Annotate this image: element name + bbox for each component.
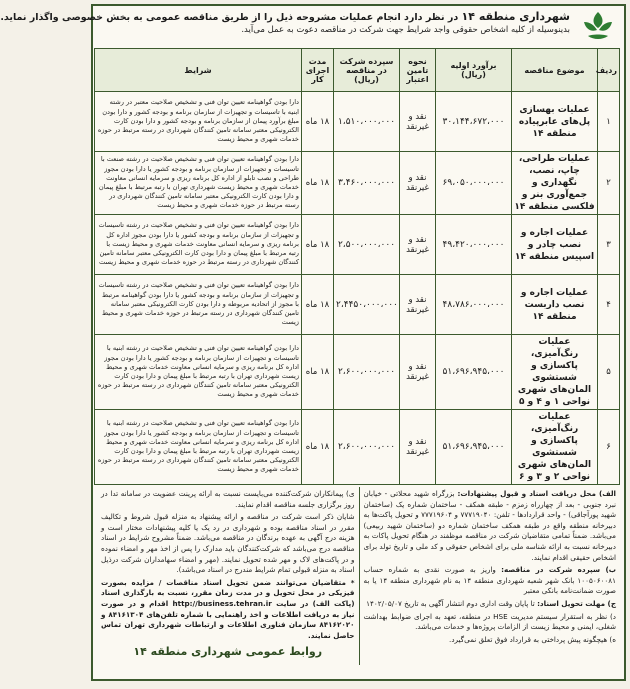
cell-conditions: دارا بودن گواهینامه تعیین توان فنی و تشخیص صلاحیت در رشته ابنیه با تاسیسات و تجهیزات از سازمان برنامه و بودجه کشور یا دارا بودن مجوز اداره کل برنامه ریزی و سرمایه انسانی معاونت خدمات شهری و محیط زیست شهرداری تهران با رتبه مرتبط با مبلغ پیمان و دارا بودن کارت الکترونیکی معتبر سامانه تامین کنندگان شهرداری در رسته مرتبط در حوزه خدمات شهری و محیط زیست xyxy=(95,335,302,410)
cell-conditions: دارا بودن گواهینامه تعیین توان فنی و تشخیص صلاحیت در رشته تاسیسات و تجهیزات از سازمان برنامه و بودجه کشور یا دارا بودن مجوز اداره کل برنامه ریزی و سرمایه انسانی معاونت خدمات شهری و محیط زیست با رتبه مرتبط با مبلغ پیمان و دارا بودن کارت الکترونیکی معتبر سامانه تامین کنندگان شهرداری در رسته مرتبط در حوزه خدمات شهری و محیط زیست xyxy=(95,215,302,275)
cell-row-number: ۳ xyxy=(598,215,620,275)
cell-estimate: ۶۹،۰۵۰،۰۰۰،۰۰۰ xyxy=(436,152,512,215)
cell-topic: عملیات بهسازی پل‌های عابرپیاده منطقه ۱۴ xyxy=(512,92,598,152)
tender-table xyxy=(94,48,620,485)
cell-estimate: ۵۱،۶۹۶،۹۴۵،۰۰۰ xyxy=(436,335,512,410)
cell-topic: عملیات اجاره و نصب داربست منطقه ۱۴ xyxy=(512,275,598,335)
ad-header xyxy=(0,6,624,48)
cell-deposit: ۱،۵۱۰،۰۰۰،۰۰۰ xyxy=(334,92,400,152)
ad-title: شهرداری منطقه ۱۴ xyxy=(461,10,570,23)
cell-deposit: ۲،۶۰۰،۰۰۰،۰۰۰ xyxy=(334,335,400,410)
tehran-municipality-logo-icon xyxy=(578,8,618,44)
cell-topic: عملیات رنگ‌آمیزی، پاکسازی و شستشوی المان‌های شهری نواحی ۱ و ۴ و ۵ xyxy=(512,335,598,410)
cell-duration: ۱۸ ماه xyxy=(302,92,334,152)
cell-topic: عملیات اجاره و نصب چادر و اسپیس منطقه ۱۴ xyxy=(512,215,598,275)
col-header-guarantee: نحوه تامین اعتبار xyxy=(400,49,436,92)
col-header-deposit: سپرده شرکت در مناقصه (ریال) xyxy=(334,49,400,92)
ad-intro: در نظر دارد انجام عملیات مشروحه ذیل را از طریق مناقصه عمومی به بخش خصوصی واگذار نماید. xyxy=(0,12,459,23)
table-row xyxy=(95,275,620,335)
cell-conditions: دارا بودن گواهینامه تعیین توان فنی و تشخیص صلاحیت در رشته صنعت با تاسیسات و تجهیزات از سازمان برنامه و بودجه کشور یا دارا بودن مجوز طراحی و نصب تابلو از اداره کل برنامه ریزی و سرمایه انسانی معاونت خدمات شهری و محیط زیست شهرداری تهران با رتبه مرتبط با مبلغ پیمان و دارا بودن کارت الکترونیکی معتبر سامانه تامین کنندگان شهرداری در رسته مرتبط در حوزه خدمات شهری و محیط زیست xyxy=(95,152,302,215)
notes-left-column xyxy=(97,487,359,665)
public-relations-signature: روابط عمومی شهرداری منطقه ۱۴ xyxy=(133,645,323,659)
cell-topic: عملیات رنگ‌آمیزی، پاکسازی و شستشوی المان‌های شهری نواحی ۲ و ۳ و ۶ xyxy=(512,410,598,485)
col-header-estimate: برآورد اولیه (ریال) xyxy=(436,49,512,92)
col-header-conditions: شرایط xyxy=(95,49,302,92)
note-terms: شایان ذکر است شرکت در مناقصه و ارائه پیشنهاد به منزله قبول شروط و تکالیف مقرر در اسناد مناقصه بوده و شهرداری در رد یک یا کلیه پیشنهادات مختار است و هزینه درج آگهی به عهده برندگان در مناقصه می‌باشد. ضمناً مشروح شرایط در اسناد مناقصه درج می‌باشد که شرکت‌کنندگان باید مدارک را پس از اخذ مهر و امضاء نموده و در پاکت‌های لاک و مهر شده تحویل نمایند. (مهر و امضاء سهامداران شرکت درذیل اسناد به منزله قبولی تمام شرایط مندرج در اسناد می‌باشد). xyxy=(101,512,355,575)
ad-subtitle: بدینوسیله از کلیه اشخاص حقوقی واجد شرایط جهت شرکت در مناقصه دعوت به عمل می‌آید. xyxy=(241,25,570,35)
notes-section xyxy=(97,487,620,665)
cell-estimate: ۳۰،۱۴۴،۶۷۲،۰۰۰ xyxy=(436,92,512,152)
notes-right-column xyxy=(359,487,621,665)
note-y: ی) پیمانکاران شرکت‌کننده می‌بایست نسبت به ارائه پرینت عضویت در سامانه تدا در روز برگزاری جلسه مناقصه اقدام نمایند. xyxy=(101,489,355,509)
cell-row-number: ۲ xyxy=(598,152,620,215)
note-d: د) نظر به استقرار سیستم مدیریت HSE در منطقه، تعهد به اجرای ضوابط بهداشت شغلی، ایمنی و محیط زیست از الزامات پروژه‌ها و خدمات می‌باشد. xyxy=(363,611,617,632)
header-title-line xyxy=(0,10,570,24)
table-row xyxy=(95,335,620,410)
cell-guarantee: نقد و غیرنقد xyxy=(400,335,436,410)
cell-deposit: ۳،۴۶۰،۰۰۰،۰۰۰ xyxy=(334,152,400,215)
note-b: ب) سپرده شرکت در مناقصه: واریز به صورت نقدی به شماره حساب ۱۰۰۵۰۶۰۰۸۱ بانک شهر شعبه شهرداری منطقه ۱۴ به نام شهرداری منطقه ۱۴ یا به صورت ضمانت‌نامه بانکی معتبر xyxy=(363,565,616,596)
col-header-topic: موضوع مناقصه xyxy=(512,49,598,92)
table-row xyxy=(95,215,620,275)
note-h: ه) هیچگونه پیش پرداختی به قرارداد فوق تعلق نمی‌گیرد. xyxy=(449,634,616,644)
cell-guarantee: نقد و غیرنقد xyxy=(400,215,436,275)
cell-row-number: ۴ xyxy=(598,275,620,335)
cell-row-number: ۱ xyxy=(598,92,620,152)
cell-duration: ۱۸ ماه xyxy=(302,335,334,410)
table-row xyxy=(95,92,620,152)
cell-estimate: ۴۹،۴۲۰،۰۰۰،۰۰۰ xyxy=(436,215,512,275)
note-a: الف) محل دریافت اسناد و قبول پیشنهادات: بزرگراه شهید محلاتی - خیابان نبرد جنوبی - بعد از چهارراه زمزم - طبقه همکف - ساختمان شماره یک (ساختمان شهید پورآجاقی) - واحد قراردادها - تلفن: ۷۷۷۱۹۰۴۰ و ۷۷۷۱۹۶۰۴ و تحویل پاکت‌ها به دبیرخانه منطقه واقع در طبقه همکف ساختمان شماره دو (ساختمان شهید ربیعی) می‌باشد. ضمناً تمامی متقاضیان شرکت در مناقصه موظفند در هنگام تحویل پاکات به دبیرخانه نسبت به ارائه شناسه ملی برای اشخاص حقوقی و کد ملی و تاریخ تولد برای اشخاص حقیقی اقدام نمایند. xyxy=(363,489,617,562)
cell-duration: ۱۸ ماه xyxy=(302,410,334,485)
cell-guarantee: نقد و غیرنقد xyxy=(400,275,436,335)
cell-deposit: ۲،۴۴۵۰،۰۰۰،۰۰۰ xyxy=(334,275,400,335)
cell-guarantee: نقد و غیرنقد xyxy=(400,92,436,152)
table-header-row xyxy=(95,49,620,92)
cell-guarantee: نقد و غیرنقد xyxy=(400,152,436,215)
cell-conditions: دارا بودن گواهینامه تعیین توان فنی و تشخیص صلاحیت در رشته تاسیسات و تجهیزات از سازمان برنامه و بودجه کشور یا دارا بودن گواهینامه مرتبط با مجوز از اتحادیه مربوطه و دارا بودن کارت الکترونیکی معتبر سامانه تامین کنندگان شهرداری در رسته مرتبط در حوزه خدمات شهری و محیط زیست xyxy=(95,275,302,335)
tender-ad-page xyxy=(0,4,626,681)
business-portal-link[interactable]: http://business.tehran.ir xyxy=(172,598,272,608)
cell-duration: ۱۸ ماه xyxy=(302,215,334,275)
cell-deposit: ۲،۶۰۰،۰۰۰،۰۰۰ xyxy=(334,410,400,485)
cell-row-number: ۶ xyxy=(598,410,620,485)
cell-estimate: ۵۱،۶۹۶،۹۴۵،۰۰۰ xyxy=(436,410,512,485)
col-header-duration: مدت اجرای کار xyxy=(302,49,334,92)
cell-conditions: دارا بودن گواهینامه تعیین توان فنی و تشخیص صلاحیت در رشته ابنیه با تاسیسات و تجهیزات از سازمان برنامه و بودجه کشور یا دارا بودن مجوز اداره کل برنامه ریزی و سرمایه انسانی معاونت خدمات شهری و محیط زیست شهرداری تهران با رتبه مرتبط با مبلغ پیمان و دارا بودن کارت الکترونیکی معتبر سامانه تامین کنندگان شهرداری در رسته مرتبط در حوزه خدمات شهری و محیط زیست xyxy=(95,410,302,485)
note-upload: * متقاضیان می‌توانند ضمن تحویل اسناد مناقصات / مزایده بصورت فیزیکی در محل تحویل و در مدت زمان مقرر، نسبت به بارگذاری اسناد (پاکت الف) در سایت http://business.tehran.ir اقدام و در صورت نیاز به دریافت اطلاعات و اخذ راهنمایی با شماره تلفن‌های ۸۴۱۶۱۳۰۴ و ۸۴۱۶۲۰۲۰ سازمان فناوری اطلاعات و ارتباطات شهرداری تهران تماس حاصل نمایند. xyxy=(101,577,355,640)
cell-duration: ۱۸ ماه xyxy=(302,275,334,335)
col-header-row: ردیف xyxy=(598,49,620,92)
cell-topic: عملیات طراحی، چاپ، نصب، نگهداری و جمع‌آوری بنر و فلکسی منطقه ۱۴ xyxy=(512,152,598,215)
cell-duration: ۱۸ ماه xyxy=(302,152,334,215)
cell-guarantee: نقد و غیرنقد xyxy=(400,410,436,485)
cell-deposit: ۲،۵۰۰،۰۰۰،۰۰۰ xyxy=(334,215,400,275)
table-row xyxy=(95,152,620,215)
table-row xyxy=(95,410,620,485)
cell-row-number: ۵ xyxy=(598,335,620,410)
note-c: ج) مهلت تحویل اسناد: تا پایان وقت اداری دوم انتشار آگهی به تاریخ ۱۴۰۲/۰۵/۰۷ xyxy=(366,598,616,608)
cell-conditions: دارا بودن گواهینامه تعیین توان فنی و تشخیص صلاحیت معتبر در رشته ابنیه با تاسیسات و تجهیزات از سازمان برنامه و بودجه کشور و دارا بودن مبلغ برآورد پیمان از سازمان برنامه و بودجه کشور و دارا بودن کارت الکترونیکی معتبر سامانه تامین کنندگان شهرداری در رسته مرتبط در حوزه خدمات شهری و محیط زیست xyxy=(95,92,302,152)
cell-estimate: ۴۸،۷۸۶،۰۰۰،۰۰۰ xyxy=(436,275,512,335)
